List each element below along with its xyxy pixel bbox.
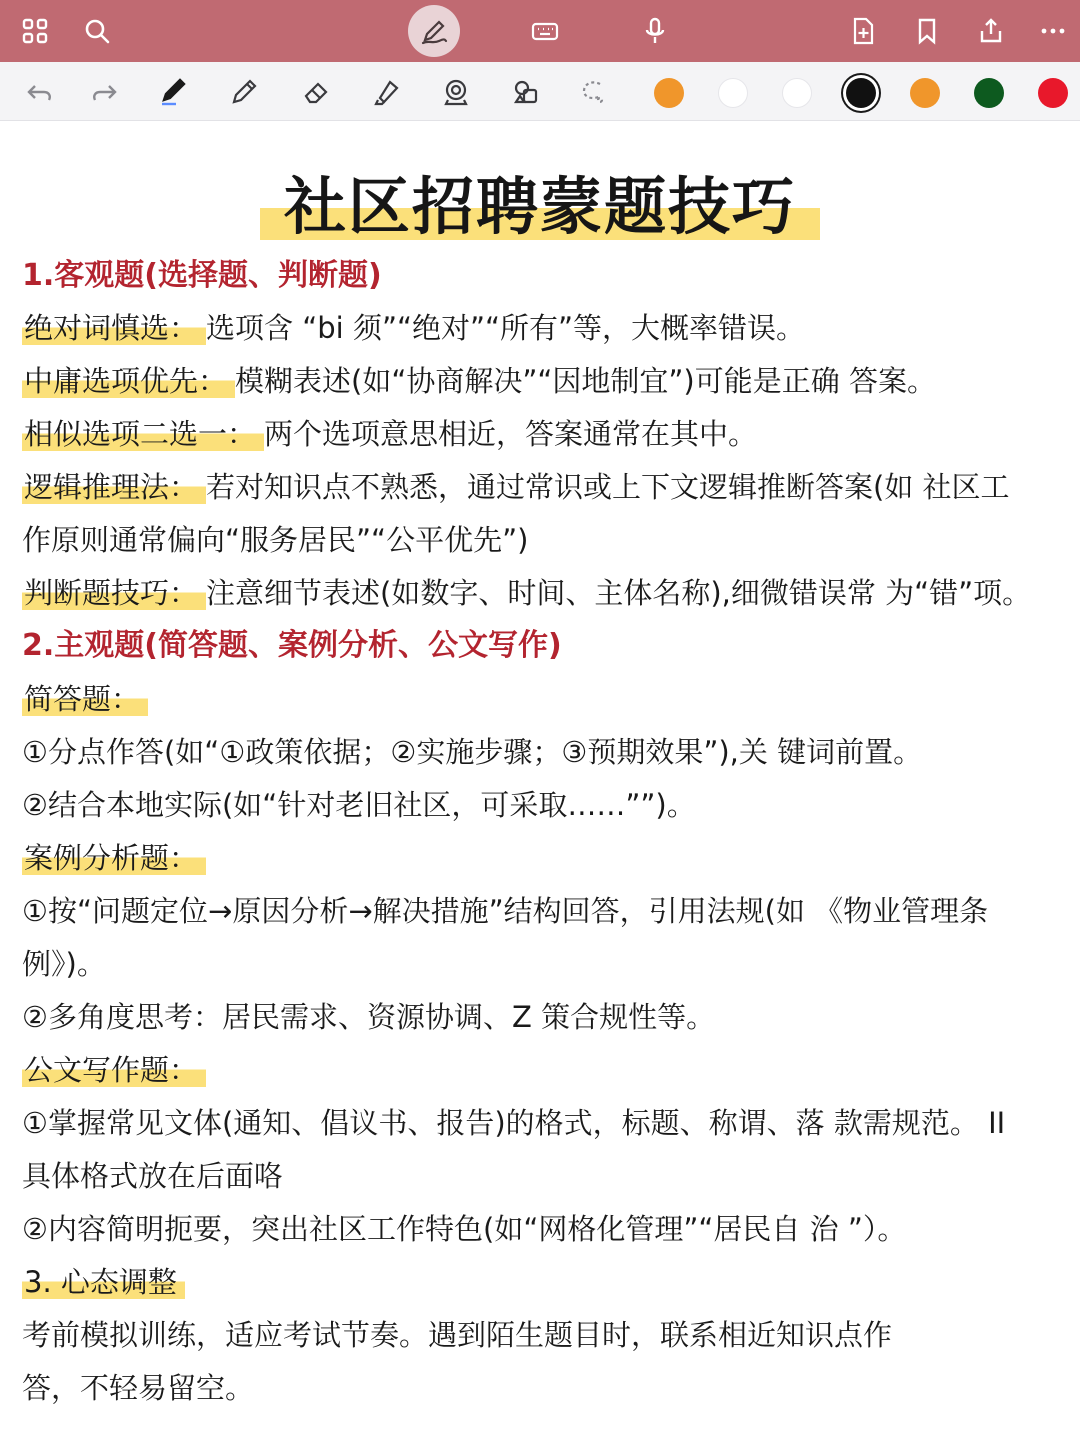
microphone-icon[interactable] bbox=[632, 8, 678, 54]
line-text: 若对知识点不熟悉，通过常识或上下文逻辑推断答案(如 社区工 bbox=[206, 470, 1010, 504]
eraser-icon[interactable] bbox=[296, 72, 336, 112]
grid-icon[interactable] bbox=[12, 8, 58, 54]
text-line bbox=[22, 1050, 1062, 1090]
lasso-icon[interactable] bbox=[574, 72, 614, 112]
text-line: 具体格式放在后面咯 bbox=[22, 1159, 284, 1193]
color-swatch-orange[interactable] bbox=[654, 78, 684, 108]
more-icon[interactable] bbox=[1030, 8, 1076, 54]
color-swatch-black[interactable] bbox=[846, 78, 876, 108]
line-text: 模糊表述(如“协商解决”“因地制宜”)可能是正确 答案。 bbox=[235, 364, 936, 398]
sticker-icon[interactable] bbox=[506, 72, 546, 112]
text-line bbox=[22, 1262, 1062, 1302]
text-line: ②多角度思考：居民需求、资源协调、Z 策合规性等。 bbox=[22, 1000, 716, 1034]
color-swatch-orange[interactable] bbox=[910, 78, 940, 108]
undo-icon[interactable] bbox=[20, 72, 60, 112]
drawing-toolbar bbox=[0, 62, 1080, 121]
text-line: ①分点作答(如“①政策依据；②实施步骤；③预期效果”),关 键词前置。 bbox=[22, 735, 923, 769]
line-text: 两个选项意思相近，答案通常在其中。 bbox=[264, 417, 758, 451]
bookmark-icon[interactable] bbox=[904, 8, 950, 54]
line-text: 注意细节表述(如数字、时间、主体名称),细微错误常 为“错”项。 bbox=[206, 576, 1032, 610]
color-swatch-white[interactable] bbox=[718, 78, 748, 108]
color-swatch-red[interactable] bbox=[1038, 78, 1068, 108]
pencil-icon[interactable] bbox=[224, 72, 264, 112]
color-swatch-white[interactable] bbox=[782, 78, 812, 108]
app-top-bar bbox=[0, 0, 1080, 63]
text-line bbox=[22, 838, 1062, 878]
text-line: 答，不轻易留空。 bbox=[22, 1371, 255, 1405]
text-line: 例》)。 bbox=[22, 947, 106, 981]
highlighted-keyword: 公文写作题： bbox=[22, 1053, 206, 1087]
highlighted-keyword: 判断题技巧： bbox=[22, 576, 206, 610]
highlighted-keyword: 绝对词慎选： bbox=[22, 311, 206, 345]
redo-icon[interactable] bbox=[84, 72, 124, 112]
note-page[interactable] bbox=[0, 120, 1080, 1443]
text-line bbox=[22, 361, 1062, 401]
highlighter-icon[interactable] bbox=[366, 72, 406, 112]
text-line bbox=[22, 308, 1062, 348]
line-text: 选项含 “bi 须”“绝对”“所有”等，大概率错误。 bbox=[206, 311, 806, 345]
section-heading: 1.客观题(选择题、判断题) bbox=[22, 258, 382, 293]
text-line: ①按“问题定位→原因分析→解决措施”结构回答，引用法规(如 《物业管理条 bbox=[22, 894, 989, 928]
text-line bbox=[22, 679, 1062, 719]
fountain-pen-icon[interactable] bbox=[152, 72, 192, 112]
note-title: 社区招聘蒙题技巧 bbox=[264, 172, 816, 242]
text-line bbox=[22, 467, 1062, 507]
highlighted-keyword: 3. 心态调整 bbox=[22, 1265, 185, 1299]
text-line bbox=[22, 414, 1062, 454]
highlighted-keyword: 案例分析题： bbox=[22, 841, 206, 875]
add-page-icon[interactable] bbox=[840, 8, 886, 54]
text-line: ②内容简明扼要，突出社区工作特色(如“网格化管理”“居民自 治 ”）。 bbox=[22, 1212, 907, 1246]
text-line: ②结合本地实际(如“针对老旧社区，可采取……””)。 bbox=[22, 788, 696, 822]
shape-icon[interactable] bbox=[436, 72, 476, 112]
text-line: ①掌握常见文体(通知、倡议书、报告)的格式，标题、称谓、落 款需规范。 II bbox=[22, 1106, 1006, 1140]
color-swatch-green[interactable] bbox=[974, 78, 1004, 108]
highlighted-keyword: 相似选项二选一： bbox=[22, 417, 264, 451]
highlighted-keyword: 逻辑推理法： bbox=[22, 470, 206, 504]
share-icon[interactable] bbox=[968, 8, 1014, 54]
section-heading: 2.主观题(简答题、案例分析、公文写作) bbox=[22, 628, 562, 663]
text-line: 作原则通常偏向“服务居民”“公平优先”) bbox=[22, 523, 529, 557]
keyboard-icon[interactable] bbox=[522, 8, 568, 54]
text-line: 考前模拟训练，适应考试节奏。遇到陌生题目时，联系相近知识点作 bbox=[22, 1318, 893, 1352]
pen-mode-icon[interactable] bbox=[408, 5, 460, 57]
highlighted-keyword: 中庸选项优先： bbox=[22, 364, 235, 398]
text-line bbox=[22, 573, 1062, 613]
title-row bbox=[0, 172, 1080, 242]
search-icon[interactable] bbox=[74, 8, 120, 54]
highlighted-keyword: 简答题： bbox=[22, 682, 148, 716]
